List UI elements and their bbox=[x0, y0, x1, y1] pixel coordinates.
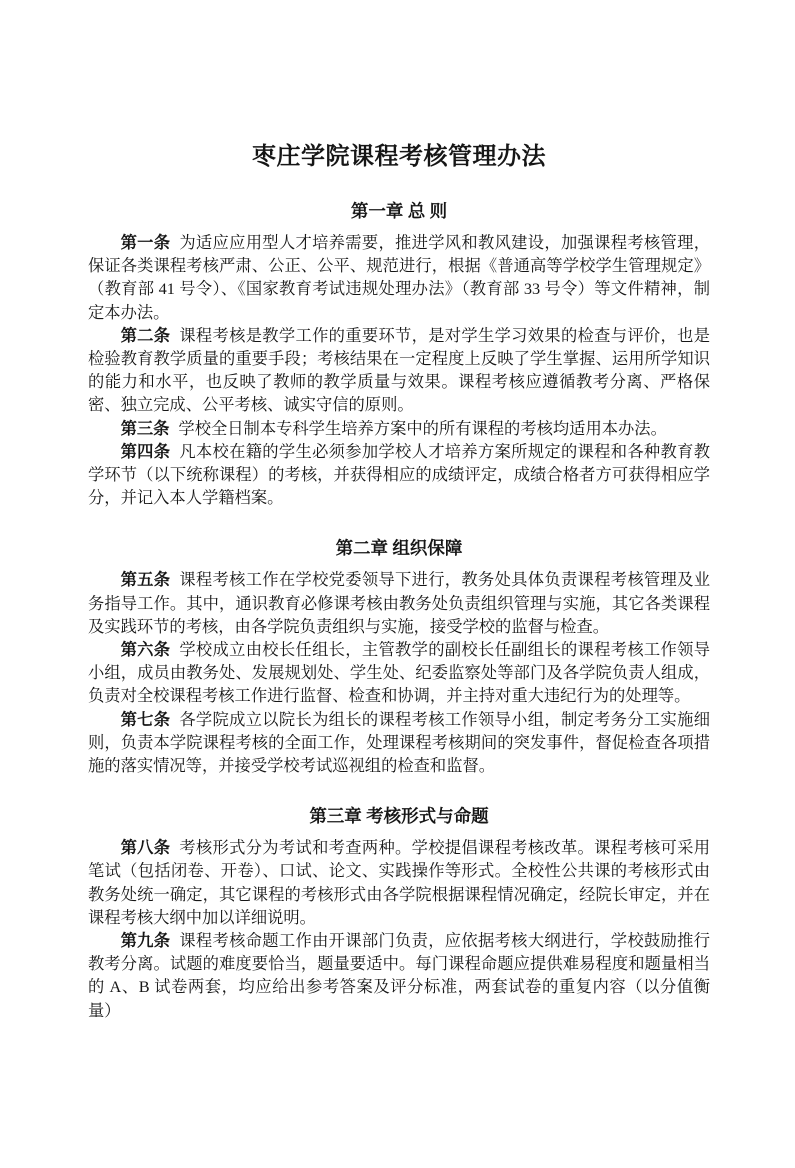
article-4 bbox=[88, 440, 710, 510]
article-9 bbox=[88, 929, 710, 1022]
document-title bbox=[88, 142, 710, 172]
article-9-text: 课程考核命题工作由开课部门负责，应依据考核大纲进行，学校鼓励推行教考分离。试题的难度要恰当，题量要适中。每门课程命题应提供难易程度和题量相当的 A、B 试卷两套，均应给出参考答案及评分标准，两套试卷的重复内容（以分值衡量） bbox=[88, 931, 710, 1020]
chapter-3 bbox=[88, 805, 710, 1022]
chapter-1 bbox=[88, 200, 710, 509]
article-2-label: 第二条 bbox=[120, 325, 171, 345]
chapter-2-heading: 第二章 组织保障 bbox=[335, 538, 463, 559]
article-9-label: 第九条 bbox=[120, 931, 171, 951]
chapter-2 bbox=[88, 537, 710, 777]
article-8-text: 考核形式分为考试和考查两种。学校提倡课程考核改革。课程考核可采用笔试（包括闭卷、开卷）、口试、论文、实践操作等形式。全校性公共课的考核形式由教务处统一确定，其它课程的考核形式由各学院根据课程情况确定，经院长审定，并在课程考核大纲中加以详细说明。 bbox=[88, 838, 710, 927]
article-3-text: 学校全日制本专科学生培养方案中的所有课程的考核均适用本办法。 bbox=[178, 418, 667, 438]
article-7 bbox=[88, 708, 710, 778]
chapter-3-heading: 第三章 考核形式与命题 bbox=[309, 806, 489, 827]
article-7-text: 各学院成立以院长为组长的课程考核工作领导小组，制定考务分工实施细则，负责本学院课程考核的全面工作，处理课程考核期间的突发事件，督促检查各项措施的落实情况等，并接受学校考试巡视组的检查和监督。 bbox=[88, 709, 710, 776]
chapter-1-heading: 第一章 总 则 bbox=[350, 201, 448, 221]
article-8 bbox=[88, 836, 710, 929]
article-2 bbox=[88, 324, 710, 417]
article-4-text: 凡本校在籍的学生必须参加学校人才培养方案所规定的课程和各种教育教学环节（以下统称课程）的考核，并获得相应的成绩评定，成绩合格者方可获得相应学分，并记入本人学籍档案。 bbox=[88, 441, 710, 508]
article-1 bbox=[88, 231, 710, 324]
article-3-label: 第三条 bbox=[120, 418, 170, 438]
document-title-text: 枣庄学院课程考核管理办法 bbox=[252, 144, 546, 170]
article-5 bbox=[88, 568, 710, 638]
article-5-text: 课程考核工作在学校党委领导下进行，教务处具体负责课程考核管理及业务指导工作。其中，通识教育必修课考核由教务处负责组织管理与实施，其它各类课程及实践环节的考核，由各学院负责组织与实施，接受学校的监督与检查。 bbox=[88, 570, 710, 636]
article-7-label: 第七条 bbox=[120, 709, 171, 729]
article-8-label: 第八条 bbox=[120, 838, 171, 858]
document-page bbox=[0, 142, 795, 1022]
article-2-text: 课程考核是教学工作的重要环节，是对学生学习效果的检查与评价，也是检验教育教学质量的重要手段；考核结果在一定程度上反映了学生掌握、运用所学知识的能力和水平，也反映了教师的教学质量与效果。课程考核应遵循教考分离、严格保密、独立完成、公平考核、诚实守信的原则。 bbox=[88, 325, 710, 415]
article-6-text: 学校成立由校长任组长，主管教学的副校长任副组长的课程考核工作领导小组，成员由教务处、发展规划处、学生处、纪委监察处等部门及各学院负责人组成，负责对全校课程考核工作进行监督、检查和协调，并主持对重大违纪行为的处理等。 bbox=[88, 640, 710, 706]
article-5-label: 第五条 bbox=[120, 570, 171, 590]
article-1-text: 为适应应用型人才培养需要，推进学风和教风建设，加强课程考核管理，保证各类课程考核严肃、公正、公平、规范进行，根据《普通高等学校学生管理规定》（教育部 41 号令）、《国家教育考试违规处理办法》（教育部 33 号令）等文件精神，制定本办法。 bbox=[88, 233, 710, 322]
article-6 bbox=[88, 638, 710, 708]
article-1-label: 第一条 bbox=[120, 233, 171, 252]
article-6-label: 第六条 bbox=[120, 640, 171, 660]
article-4-label: 第四条 bbox=[120, 441, 171, 461]
article-3 bbox=[88, 417, 710, 440]
